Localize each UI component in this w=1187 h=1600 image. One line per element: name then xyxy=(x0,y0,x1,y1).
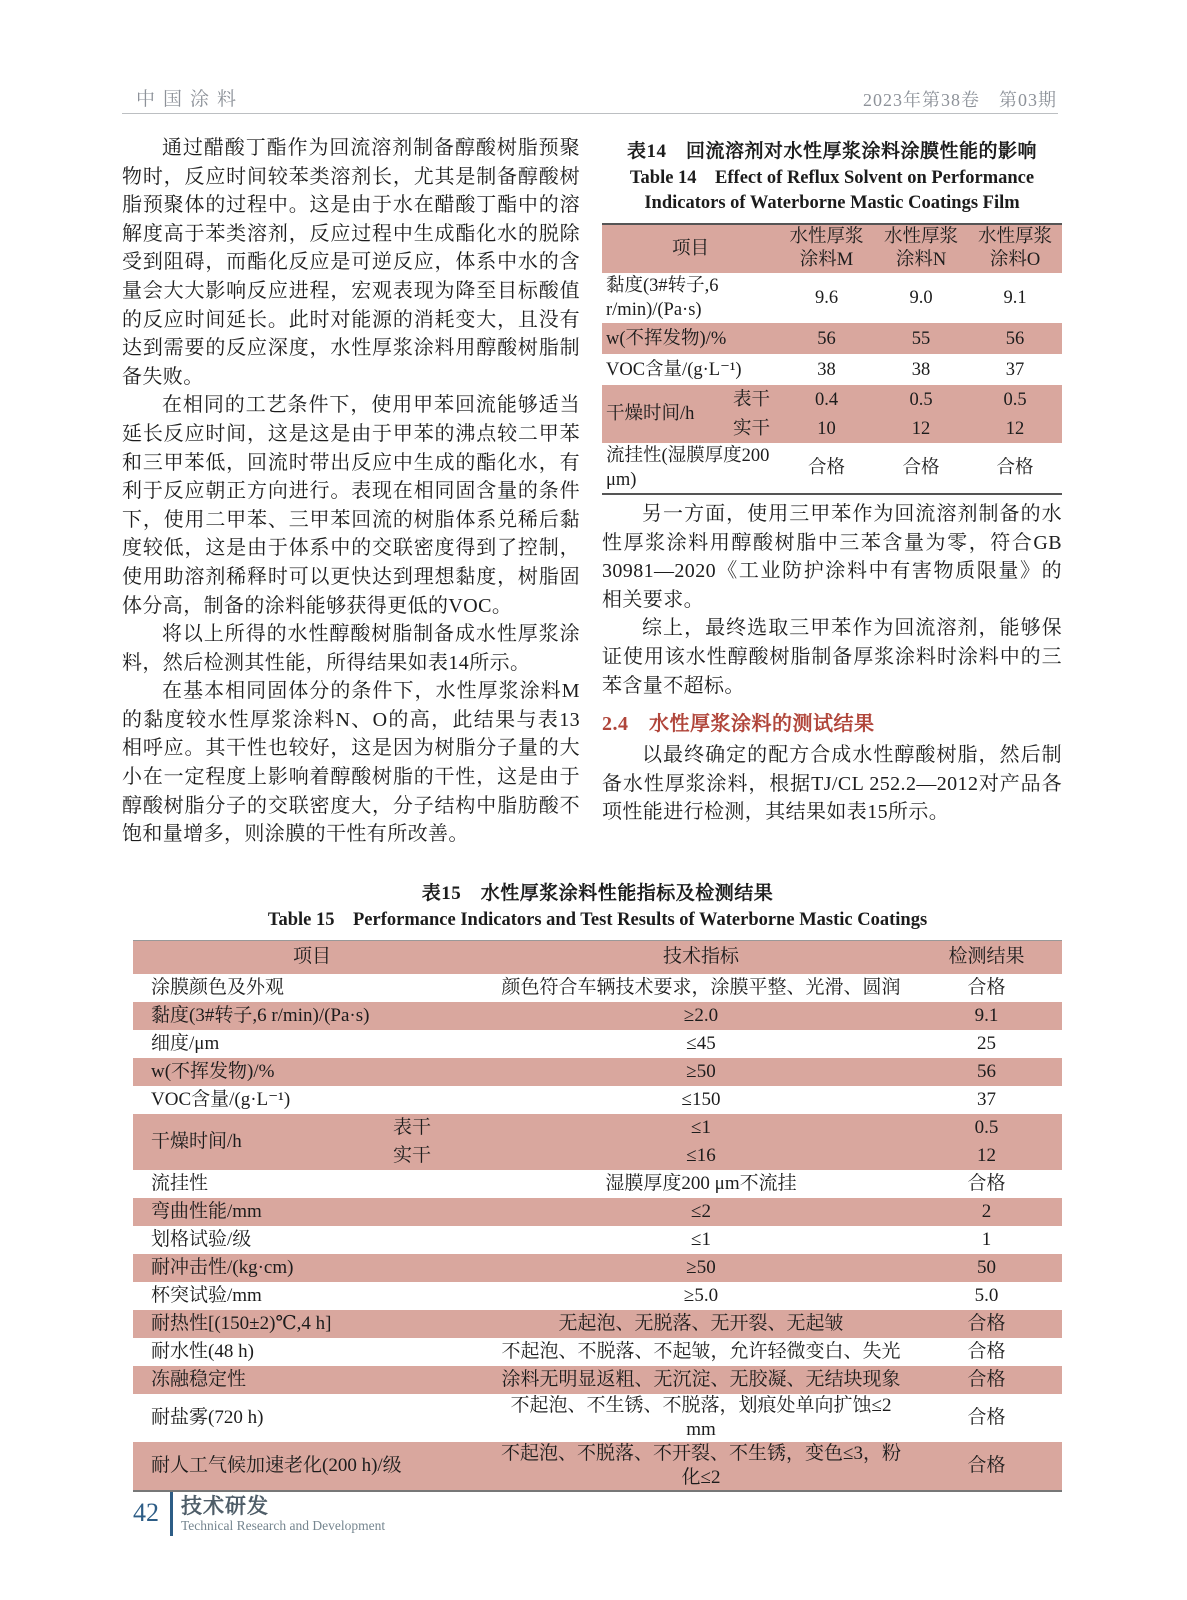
footer-divider-bar xyxy=(170,1492,173,1536)
cell-spec: ≤2 xyxy=(691,1200,711,1222)
table-row xyxy=(133,1254,1062,1282)
cell-result: 合格 xyxy=(967,1312,1006,1334)
row-label: 耐水性(48 h) xyxy=(151,1340,254,1362)
table-row xyxy=(133,1086,1062,1114)
col-header-coating-o: 水性厚浆涂料O xyxy=(977,227,1052,270)
cell-spec: 涂料无明显返粗、无沉淀、无胶凝、无结块现象 xyxy=(501,1368,901,1390)
table-row xyxy=(133,1310,1062,1338)
paragraph: 综上，最终选取三甲苯作为回流溶剂，能够保证使用该水性醇酸树脂制备厚浆涂料时涂料中的三苯含量不超标。 xyxy=(602,617,1062,697)
table-row xyxy=(133,1282,1062,1310)
cell-spec: 不起泡、不生锈、不脱落，划痕处单向扩蚀≤2 mm xyxy=(510,1394,892,1440)
table-row xyxy=(133,1058,1062,1086)
cell-value: 38 xyxy=(817,359,836,380)
table-14-caption-en-line1: Table 14 Effect of Reflux Solvent on Performance xyxy=(629,168,1035,188)
cell-spec: ≥50 xyxy=(686,1256,716,1278)
table-row xyxy=(602,354,1062,385)
cell-result: 0.5 xyxy=(974,1116,999,1138)
cell-result: 合格 xyxy=(967,1340,1006,1362)
header-rule xyxy=(122,113,1058,114)
sub-row-label: 实干 xyxy=(732,418,770,439)
table-row xyxy=(133,1366,1062,1394)
cell-spec: ≥50 xyxy=(686,1060,716,1082)
table-row xyxy=(133,1170,1062,1198)
cell-result: 5.0 xyxy=(974,1284,999,1306)
row-label: 冻融稳定性 xyxy=(151,1368,247,1390)
cell-value: 9.6 xyxy=(814,288,839,308)
row-label: 黏度(3#转子,6 r/min)/(Pa·s) xyxy=(606,276,719,320)
cell-spec: ≤45 xyxy=(686,1032,716,1054)
table-row xyxy=(133,974,1062,1002)
row-label: 耐盐雾(720 h) xyxy=(151,1406,264,1428)
row-label: 细度/μm xyxy=(151,1032,220,1054)
cell-value: 0.5 xyxy=(909,389,933,410)
table-row xyxy=(602,323,1062,354)
cell-spec: 湿膜厚度200 μm不流挂 xyxy=(605,1172,797,1194)
cell-value: 合格 xyxy=(807,458,845,478)
cell-value: 56 xyxy=(817,328,836,349)
cell-value: 0.5 xyxy=(1003,389,1027,410)
table-row xyxy=(602,443,1062,494)
cell-value: 0.4 xyxy=(814,389,839,410)
cell-spec: 不起泡、不脱落、不开裂、不生锈，变色≤3，粉化≤2 xyxy=(501,1442,901,1488)
cell-value: 9.0 xyxy=(909,288,933,308)
row-label: 涂膜颜色及外观 xyxy=(151,976,285,998)
row-label: 流挂性 xyxy=(151,1172,209,1194)
cell-value: 56 xyxy=(1005,328,1025,349)
row-label: 耐热性[(150±2)℃,4 h] xyxy=(151,1312,332,1334)
cell-value: 55 xyxy=(911,328,931,349)
table-14-caption-en xyxy=(602,166,1062,216)
cell-value: 12 xyxy=(911,418,931,439)
table-15-caption-zh: 表15 水性厚浆涂料性能指标及检测结果 xyxy=(421,883,774,904)
issue-info: 2023年第38卷 第03期 xyxy=(863,90,1057,110)
footer-section-en: Technical Research and Development xyxy=(181,1518,386,1533)
table-row xyxy=(133,1030,1062,1058)
sub-row-label: 实干 xyxy=(392,1144,431,1166)
journal-title: 中国涂料 xyxy=(136,89,245,110)
row-label: 干燥时间/h xyxy=(606,404,695,424)
sub-row-label: 表干 xyxy=(732,389,770,410)
table-row xyxy=(133,1226,1062,1254)
row-label: 流挂性(湿膜厚度200 μm) xyxy=(606,446,770,490)
col-header-spec: 技术指标 xyxy=(662,946,739,968)
cell-spec: ≥2.0 xyxy=(683,1004,719,1026)
cell-value: 12 xyxy=(1005,418,1025,439)
row-label: 耐冲击性/(kg·cm) xyxy=(151,1256,294,1278)
page-number: 42 xyxy=(133,1498,159,1527)
sub-row-label: 表干 xyxy=(392,1116,431,1138)
paragraph: 在基本相同固体分的条件下，水性厚浆涂料M的黏度较水性厚浆涂料N、O的高，此结果与表13相呼应。其干性也较好，这是因为树脂分子量的大小在一定程度上影响着醇酸树脂的干性，这是由于醇酸树脂分子的交联密度大，分子结构中脂肪酸不饱和量增多，则涂膜的干性有所改善。 xyxy=(122,680,580,846)
cell-result: 合格 xyxy=(967,1406,1006,1428)
row-label: 杯突试验/mm xyxy=(151,1284,262,1306)
left-column xyxy=(122,134,580,849)
cell-result: 合格 xyxy=(967,1368,1006,1390)
table-row xyxy=(602,224,1062,273)
cell-value: 38 xyxy=(911,359,931,380)
col-header-item: 项目 xyxy=(292,946,331,968)
table-row xyxy=(133,1114,1062,1142)
table-row xyxy=(133,941,1062,974)
table-row xyxy=(133,1198,1062,1226)
row-label: 干燥时间/h xyxy=(151,1130,242,1152)
cell-result: 合格 xyxy=(967,1172,1006,1194)
cell-spec: ≤16 xyxy=(686,1144,716,1166)
table-row xyxy=(133,1002,1062,1030)
row-label: w(不挥发物)/% xyxy=(606,328,727,349)
table-row xyxy=(133,1394,1062,1442)
table-14-caption-zh: 表14 回流溶剂对水性厚浆涂料涂膜性能的影响 xyxy=(626,141,1037,162)
cell-value: 37 xyxy=(1005,359,1025,380)
cell-spec: ≤150 xyxy=(681,1088,721,1110)
cell-result: 2 xyxy=(981,1200,992,1222)
table-14-caption-en-line2: Indicators of Waterborne Mastic Coatings Film xyxy=(644,193,1020,213)
col-header-coating-n: 水性厚浆涂料N xyxy=(883,227,958,270)
paragraph: 通过醋酸丁酯作为回流溶剂制备醇酸树脂预聚物时，反应时间较苯类溶剂长，尤其是制备醇酸树脂预聚体的过程中。这是由于水在醋酸丁酯中的溶解度高于苯类溶剂，反应过程中生成酯化水的脱除受到阻碍，而酯化反应是可逆反应，体系中水的含量会大大影响反应进程，宏观表现为降至目标酸值的反应时间延长。此时对能源的消耗变大，且没有达到需要的反应深度，水性厚浆涂料用醇酸树脂制备失败。 xyxy=(122,137,580,388)
footer-section-zh: 技术研发 xyxy=(181,1495,269,1518)
cell-value: 合格 xyxy=(902,458,940,478)
cell-result: 56 xyxy=(977,1060,996,1082)
paragraph: 将以上所得的水性醇酸树脂制备成水性厚浆涂料，然后检测其性能，所得结果如表14所示。 xyxy=(122,623,580,674)
cell-result: 合格 xyxy=(967,976,1006,998)
paragraph: 在相同的工艺条件下，使用甲苯回流能够适当延长反应时间，这是这是由于甲苯的沸点较二甲苯和三甲苯低，回流时带出反应中生成的酯化水，有利于反应朝正方向进行。表现在相同固含量的条件下，使用二甲苯、三甲苯回流的树脂体系兑稀后黏度较低，这是由于体系中的交联密度得到了控制，使用助溶剂稀释时可以更快达到理想黏度，树脂固体分高，制备的涂料能够获得更低的VOC。 xyxy=(122,394,580,617)
paragraph: 另一方面，使用三甲苯作为回流溶剂制备的水性厚浆涂料用醇酸树脂中三苯含量为零，符合GB 30981—2020《工业防护涂料中有害物质限量》的相关要求。 xyxy=(602,503,1062,611)
row-label: 弯曲性能/mm xyxy=(151,1200,262,1222)
col-header-coating-m: 水性厚浆涂料M xyxy=(789,227,864,270)
cell-spec: ≥5.0 xyxy=(683,1284,719,1306)
table-row xyxy=(133,1442,1062,1491)
row-label: 耐人工气候加速老化(200 h)/级 xyxy=(151,1454,402,1476)
section-heading-2-4: 2.4 水性厚浆涂料的测试结果 xyxy=(602,713,875,736)
col-header-item: 项目 xyxy=(671,238,709,259)
table-14-block xyxy=(602,136,1062,495)
table-row xyxy=(602,385,1062,414)
col-header-result: 检测结果 xyxy=(948,946,1025,968)
table-15 xyxy=(133,940,1062,1492)
cell-spec: ≤1 xyxy=(691,1116,711,1138)
cell-result: 50 xyxy=(977,1256,996,1278)
cell-value: 合格 xyxy=(996,458,1034,478)
table-row xyxy=(602,273,1062,323)
table-15-block xyxy=(133,878,1062,1492)
cell-value: 9.1 xyxy=(1003,288,1027,308)
cell-result: 合格 xyxy=(967,1454,1006,1476)
row-label: VOC含量/(g·L⁻¹) xyxy=(151,1088,291,1110)
right-column xyxy=(602,500,1062,827)
cell-result: 12 xyxy=(977,1144,996,1166)
cell-result: 9.1 xyxy=(974,1004,999,1026)
table-15-caption-en: Table 15 Performance Indicators and Test Results of Waterborne Mastic Coatings xyxy=(267,910,928,930)
cell-result: 25 xyxy=(977,1032,996,1054)
cell-spec: 无起泡、无脱落、无开裂、无起皱 xyxy=(558,1312,844,1334)
cell-value: 10 xyxy=(817,418,836,439)
paragraph: 以最终确定的配方合成水性醇酸树脂，然后制备水性厚浆涂料，根据TJ/CL 252.2—2012对产品各项性能进行检测，其结果如表15所示。 xyxy=(602,744,1062,824)
table-14 xyxy=(602,223,1062,495)
cell-spec: ≤1 xyxy=(691,1228,711,1250)
cell-spec: 颜色符合车辆技术要求，涂膜平整、光滑、圆润 xyxy=(501,976,901,998)
cell-result: 1 xyxy=(981,1228,992,1250)
table-row xyxy=(133,1338,1062,1366)
cell-spec: 不起泡、不脱落、不起皱，允许轻微变白、失光 xyxy=(501,1340,901,1362)
row-label: VOC含量/(g·L⁻¹) xyxy=(606,359,742,380)
row-label: 黏度(3#转子,6 r/min)/(Pa·s) xyxy=(151,1004,370,1026)
cell-result: 37 xyxy=(977,1088,996,1110)
row-label: 划格试验/级 xyxy=(151,1228,252,1250)
row-label: w(不挥发物)/% xyxy=(151,1060,275,1082)
